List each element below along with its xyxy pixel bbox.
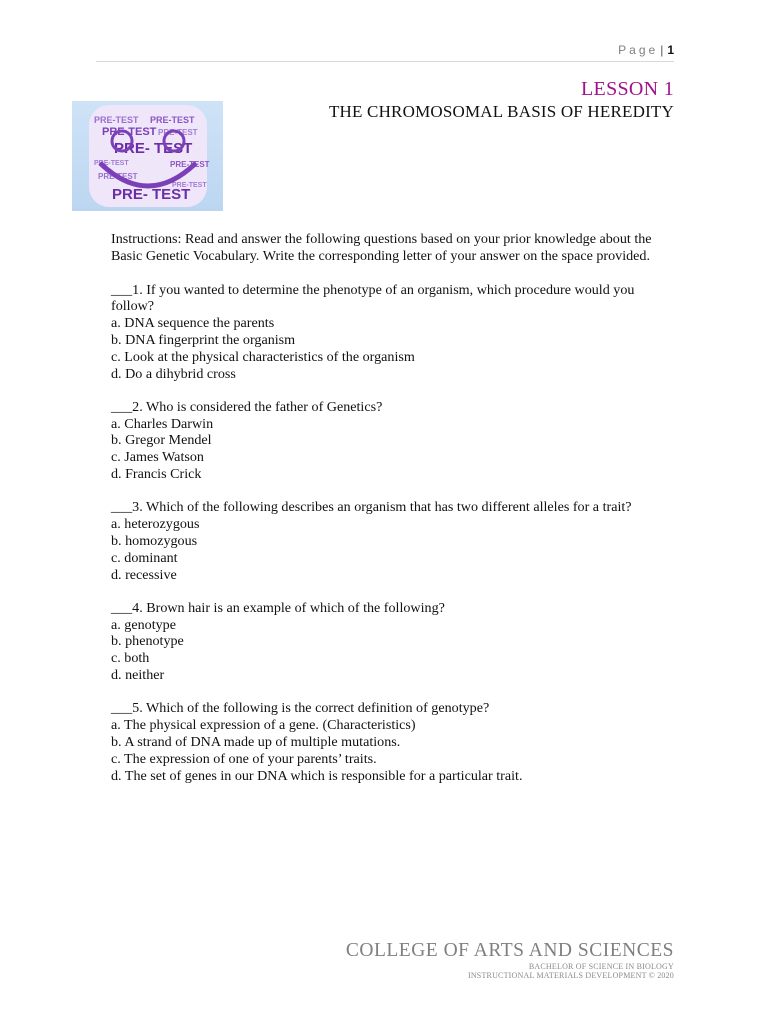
answer-option: b. DNA fingerprint the organism [111,331,296,348]
question-5 [111,700,676,784]
instructions-text: Instructions: Read and answer the following questions based on your prior knowledge about the Basic Genetic Vocabulary. Write the corresponding letter of your answer on the space provided. [111,231,652,264]
question-3 [111,499,676,583]
question-text: ___2. Who is considered the father of Genetics? [111,398,383,415]
answer-option: a. genotype [111,616,176,633]
question-1 [111,282,676,383]
answer-option: a. heterozygous [111,516,200,533]
question-2 [111,399,676,483]
question-text: ___3. Which of the following describes an organism that has two different alleles for a trait? [111,499,632,516]
pretest-word: PRE-TEST [170,160,210,169]
question-text: ___5. Which of the following is the correct definition of genotype? [111,700,490,717]
program-name: BACHELOR OF SCIENCE IN BIOLOGY [528,962,674,971]
lesson-label: LESSON 1 [581,78,674,100]
answer-option: d. The set of genes in our DNA which is responsible for a particular trait. [111,767,523,784]
pretest-word: PRE-TEST [94,115,139,125]
project-name: INSTRUCTIONAL MATERIALS DEVELOPMENT © 2020 [467,971,674,980]
page-separator: | [660,43,664,57]
pretest-word: PRE-TEST [150,115,195,125]
answer-option: b. homozygous [111,532,198,549]
question-4 [111,600,676,684]
pretest-word: PRE-TEST [94,160,129,167]
answer-option: c. Look at the physical characteristics of the organism [111,348,415,365]
worksheet-body [111,231,676,801]
page-number: 1 [667,43,674,57]
answer-option: b. Gregor Mendel [111,432,212,449]
answer-option: b. phenotype [111,633,184,650]
pretest-big-word: PRE- TEST [114,140,193,157]
page-header [96,43,674,62]
answer-option: c. both [111,650,150,667]
question-text: ___1. If you wanted to determine the phenotype of an organism, which procedure would you follow? [111,281,635,315]
answer-option: d. Francis Crick [111,466,202,483]
pretest-word: PRE-TEST [158,128,198,137]
answer-option: c. dominant [111,549,178,566]
answer-option: c. James Watson [111,449,204,466]
answer-option: a. DNA sequence the parents [111,315,275,332]
page-footer [346,940,674,980]
lesson-title: THE CHROMOSOMAL BASIS OF HEREDITY [328,102,674,121]
question-text: ___4. Brown hair is an example of which of the following? [111,599,445,616]
answer-option: a. Charles Darwin [111,415,214,432]
answer-option: a. The physical expression of a gene. (Characteristics) [111,717,416,734]
answer-option: d. neither [111,667,165,684]
pretest-word: PRE-TEST [98,172,138,181]
answer-option: d. recessive [111,566,177,583]
pretest-word-cloud-image [72,101,223,211]
answer-option: d. Do a dihybrid cross [111,365,236,382]
page-label: Page [618,43,659,57]
answer-option: c. The expression of one of your parents’ traits. [111,750,377,767]
pretest-word: PRE-TEST [172,182,207,189]
pretest-big-word: PRE- TEST [112,186,191,203]
pretest-word: PRE-TEST [102,126,157,138]
college-name: COLLEGE OF ARTS AND SCIENCES [345,940,674,961]
pretest-smiley-graphic [72,101,223,211]
answer-option: b. A strand of DNA made up of multiple mutations. [111,733,401,750]
